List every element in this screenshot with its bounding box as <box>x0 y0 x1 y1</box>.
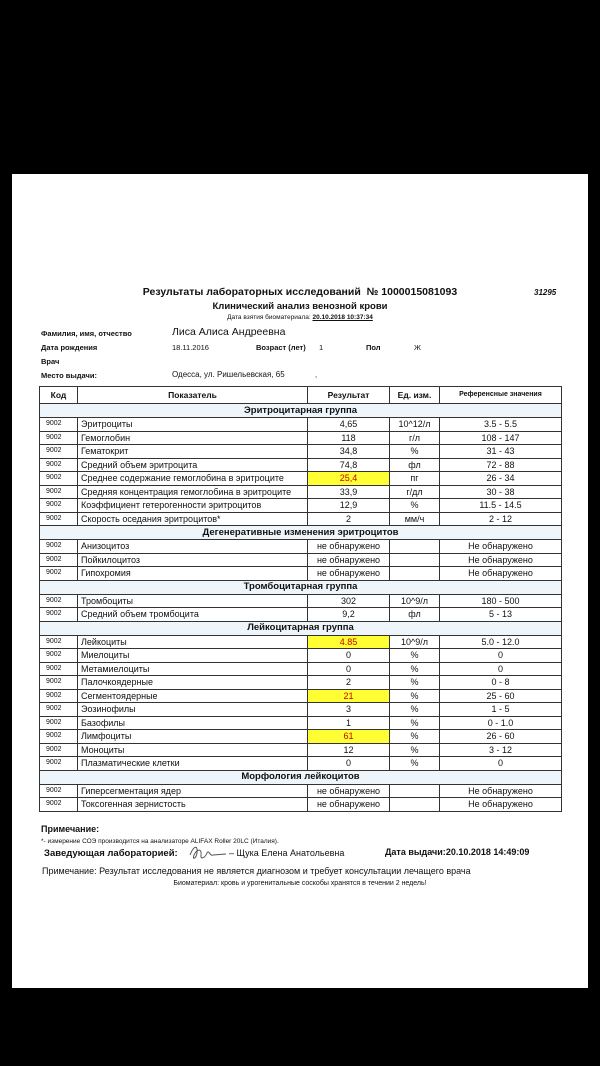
table-row <box>40 730 562 744</box>
group-title: Тромбоцитарная группа <box>40 580 562 594</box>
name-cell: Сегментоядерные <box>78 689 308 703</box>
ref-cell: 30 - 38 <box>440 485 562 499</box>
table-row <box>40 608 562 622</box>
result-cell: 9,2 <box>308 608 390 622</box>
unit-cell: 10^12/л <box>390 418 440 432</box>
result-cell: 25,4 <box>308 472 390 486</box>
name-cell: Коэффициент гетерогенности эритроцитов <box>78 499 308 513</box>
table-row <box>40 540 562 554</box>
unit-cell: % <box>390 649 440 663</box>
table-row <box>40 445 562 459</box>
unit-cell: 10^9/л <box>390 594 440 608</box>
unit-cell: % <box>390 703 440 717</box>
unit-cell: % <box>390 676 440 690</box>
result-cell: 2 <box>308 676 390 690</box>
lab-report-page <box>12 174 588 988</box>
code-cell: 9002 <box>40 594 78 608</box>
ref-cell: Не обнаружено <box>440 798 562 812</box>
unit-cell: % <box>390 662 440 676</box>
result-cell: 1 <box>308 716 390 730</box>
code-cell: 9002 <box>40 472 78 486</box>
table-row <box>40 431 562 445</box>
name-cell: Гипохромия <box>78 567 308 581</box>
birth-date: 18.11.2016 <box>172 343 209 352</box>
table-row <box>40 662 562 676</box>
place-tail: , <box>315 370 318 379</box>
unit-cell <box>390 553 440 567</box>
ref-cell: 0 - 1.0 <box>440 716 562 730</box>
unit-cell: г/л <box>390 431 440 445</box>
result-cell: 0 <box>308 662 390 676</box>
result-cell: 3 <box>308 703 390 717</box>
age-label: Возраст (лет) <box>256 343 306 352</box>
code-cell: 9002 <box>40 676 78 690</box>
table-row <box>40 485 562 499</box>
place-value: Одесса, ул. Ришельевская, 65 <box>172 370 285 379</box>
result-cell: 0 <box>308 757 390 771</box>
group-title: Морфология лейкоцитов <box>40 770 562 784</box>
table-row <box>40 649 562 663</box>
unit-cell: г/дл <box>390 485 440 499</box>
code-cell: 9002 <box>40 635 78 649</box>
unit-cell: фл <box>390 458 440 472</box>
ref-cell: 31 - 43 <box>440 445 562 459</box>
code-cell: 9002 <box>40 730 78 744</box>
name-cell: Токсогенная зернистость <box>78 798 308 812</box>
name-cell: Средний объем тромбоцита <box>78 608 308 622</box>
sex-value: Ж <box>414 343 421 352</box>
birth-label: Дата рождения <box>41 343 98 352</box>
result-cell: не обнаружено <box>308 784 390 798</box>
name-cell: Палочкоядерные <box>78 676 308 690</box>
code-cell: 9002 <box>40 458 78 472</box>
unit-cell: мм/ч <box>390 512 440 526</box>
code-cell: 9002 <box>40 512 78 526</box>
code-cell: 9002 <box>40 784 78 798</box>
col-result: Результат <box>308 387 390 404</box>
table-row <box>40 743 562 757</box>
ref-cell: Не обнаружено <box>440 784 562 798</box>
ref-cell: 5 - 13 <box>440 608 562 622</box>
result-cell: 12,9 <box>308 499 390 513</box>
ref-cell: 108 - 147 <box>440 431 562 445</box>
name-cell: Средний объем эритроцита <box>78 458 308 472</box>
code-cell: 9002 <box>40 798 78 812</box>
code-cell: 9002 <box>40 703 78 717</box>
report-subtitle: Клинический анализ венозной крови <box>212 301 388 312</box>
place-label: Место выдачи: <box>41 371 97 380</box>
group-row <box>40 580 562 594</box>
ref-cell: 25 - 60 <box>440 689 562 703</box>
result-cell: 4,65 <box>308 418 390 432</box>
result-cell: 33,9 <box>308 485 390 499</box>
result-cell: 2 <box>308 512 390 526</box>
ref-cell: 3 - 12 <box>440 743 562 757</box>
unit-cell: % <box>390 445 440 459</box>
unit-cell <box>390 798 440 812</box>
code-cell: 9002 <box>40 431 78 445</box>
code-cell: 9002 <box>40 757 78 771</box>
code-cell: 9002 <box>40 553 78 567</box>
table-row <box>40 553 562 567</box>
table-row <box>40 499 562 513</box>
head-of-lab-label: Заведующая лабораторией: <box>44 848 178 859</box>
ref-cell: Не обнаружено <box>440 567 562 581</box>
ref-cell: 180 - 500 <box>440 594 562 608</box>
unit-cell <box>390 540 440 554</box>
table-row <box>40 676 562 690</box>
issue-date: Дата выдачи:20.10.2018 14:49:09 <box>385 847 530 857</box>
ref-cell: 1 - 5 <box>440 703 562 717</box>
result-cell: 4.85 <box>308 635 390 649</box>
table-row <box>40 703 562 717</box>
table-row <box>40 472 562 486</box>
unit-cell: % <box>390 743 440 757</box>
group-title: Лейкоцитарная группа <box>40 621 562 635</box>
table-row <box>40 567 562 581</box>
group-row <box>40 404 562 418</box>
name-cell: Лейкоциты <box>78 635 308 649</box>
ref-cell: 5.0 - 12.0 <box>440 635 562 649</box>
unit-cell: % <box>390 689 440 703</box>
table-row <box>40 757 562 771</box>
table-row <box>40 635 562 649</box>
result-cell: не обнаружено <box>308 553 390 567</box>
result-cell: 34,8 <box>308 445 390 459</box>
name-cell: Анизоцитоз <box>78 540 308 554</box>
group-row <box>40 621 562 635</box>
note-esr: *- измерение СОЭ производится на анализаторе ALIFAX Roller 20LC (Италия). <box>41 838 279 845</box>
code-cell: 9002 <box>40 445 78 459</box>
ref-cell: 0 <box>440 757 562 771</box>
remark-text: Примечание: Результат исследования не является диагнозом и требует консультации лечащего врача <box>42 866 471 876</box>
col-ref: Референсные значения <box>440 387 562 404</box>
head-of-lab-name: – Щука Елена Анатольевна <box>229 848 345 858</box>
age-value: 1 <box>319 343 324 352</box>
col-code: Код <box>40 387 78 404</box>
patient-name: Лиса Алиса Андреевна <box>172 326 286 338</box>
table-row <box>40 512 562 526</box>
code-cell: 9002 <box>40 662 78 676</box>
table-row <box>40 458 562 472</box>
ref-cell: 0 <box>440 662 562 676</box>
result-cell: 21 <box>308 689 390 703</box>
name-label: Фамилия, имя, отчество <box>41 329 132 338</box>
result-cell: 61 <box>308 730 390 744</box>
name-cell: Среднее содержание гемоглобина в эритроците <box>78 472 308 486</box>
name-cell: Гемоглобин <box>78 431 308 445</box>
table-row <box>40 689 562 703</box>
unit-cell: % <box>390 757 440 771</box>
name-cell: Скорость оседания эритроцитов* <box>78 512 308 526</box>
report-title: Результаты лабораторных исследований № 1000015081093 <box>142 286 458 298</box>
group-title: Дегенеративные изменения эритроцитов <box>40 526 562 540</box>
name-cell: Эозинофилы <box>78 703 308 717</box>
name-cell: Средняя концентрация гемоглобина в эритроците <box>78 485 308 499</box>
sex-label: Пол <box>366 343 381 352</box>
unit-cell: фл <box>390 608 440 622</box>
group-row <box>40 526 562 540</box>
code-cell: 9002 <box>40 567 78 581</box>
results-table <box>39 386 562 812</box>
result-cell: не обнаружено <box>308 798 390 812</box>
result-cell: не обнаружено <box>308 540 390 554</box>
result-cell: не обнаружено <box>308 567 390 581</box>
unit-cell: % <box>390 716 440 730</box>
order-number: 1000015081093 <box>381 286 458 298</box>
result-cell: 74,8 <box>308 458 390 472</box>
name-cell: Пойкилоцитоз <box>78 553 308 567</box>
biomaterial-note: Биоматериал: кровь и урогенитальные соскобы хранятся в течении 2 недель! <box>173 880 427 887</box>
unit-cell <box>390 784 440 798</box>
signature-image <box>188 843 228 863</box>
ref-cell: 72 - 88 <box>440 458 562 472</box>
code-cell: 9002 <box>40 716 78 730</box>
table-row <box>40 418 562 432</box>
ref-cell: 3.5 - 5.5 <box>440 418 562 432</box>
name-cell: Тромбоциты <box>78 594 308 608</box>
code-cell: 9002 <box>40 608 78 622</box>
ref-cell: 2 - 12 <box>440 512 562 526</box>
code-cell: 9002 <box>40 743 78 757</box>
unit-cell: % <box>390 499 440 513</box>
ref-cell: 26 - 34 <box>440 472 562 486</box>
group-row <box>40 770 562 784</box>
ref-cell: 0 <box>440 649 562 663</box>
date-taken: Дата взятия биоматериала: 20.10.2018 10:37:34 <box>227 314 373 321</box>
name-cell: Базофилы <box>78 716 308 730</box>
ref-cell: Не обнаружено <box>440 553 562 567</box>
result-cell: 12 <box>308 743 390 757</box>
code-cell: 9002 <box>40 485 78 499</box>
name-cell: Лимфоциты <box>78 730 308 744</box>
ref-cell: 26 - 60 <box>440 730 562 744</box>
code-cell: 9002 <box>40 418 78 432</box>
ref-cell: Не обнаружено <box>440 540 562 554</box>
code-cell: 9002 <box>40 649 78 663</box>
unit-cell <box>390 567 440 581</box>
note-heading: Примечание: <box>41 824 100 834</box>
table-row <box>40 798 562 812</box>
table-row <box>40 716 562 730</box>
name-cell: Метамиелоциты <box>78 662 308 676</box>
code-cell: 9002 <box>40 499 78 513</box>
name-cell: Плазматические клетки <box>78 757 308 771</box>
table-row <box>40 784 562 798</box>
result-cell: 0 <box>308 649 390 663</box>
code-cell: 9002 <box>40 540 78 554</box>
col-name: Показатель <box>78 387 308 404</box>
ref-cell: 0 - 8 <box>440 676 562 690</box>
unit-cell: % <box>390 730 440 744</box>
result-cell: 118 <box>308 431 390 445</box>
table-header-row <box>40 387 562 404</box>
doctor-label: Врач <box>41 357 60 366</box>
col-unit: Ед. изм. <box>390 387 440 404</box>
name-cell: Эритроциты <box>78 418 308 432</box>
unit-cell: пг <box>390 472 440 486</box>
name-cell: Гематокрит <box>78 445 308 459</box>
table-row <box>40 594 562 608</box>
name-cell: Миелоциты <box>78 649 308 663</box>
unit-cell: 10^9/л <box>390 635 440 649</box>
code-cell: 9002 <box>40 689 78 703</box>
group-title: Эритроцитарная группа <box>40 404 562 418</box>
right-number: 31295 <box>534 288 557 297</box>
ref-cell: 11.5 - 14.5 <box>440 499 562 513</box>
name-cell: Гиперсегментация ядер <box>78 784 308 798</box>
table-body <box>40 404 562 812</box>
result-cell: 302 <box>308 594 390 608</box>
name-cell: Моноциты <box>78 743 308 757</box>
